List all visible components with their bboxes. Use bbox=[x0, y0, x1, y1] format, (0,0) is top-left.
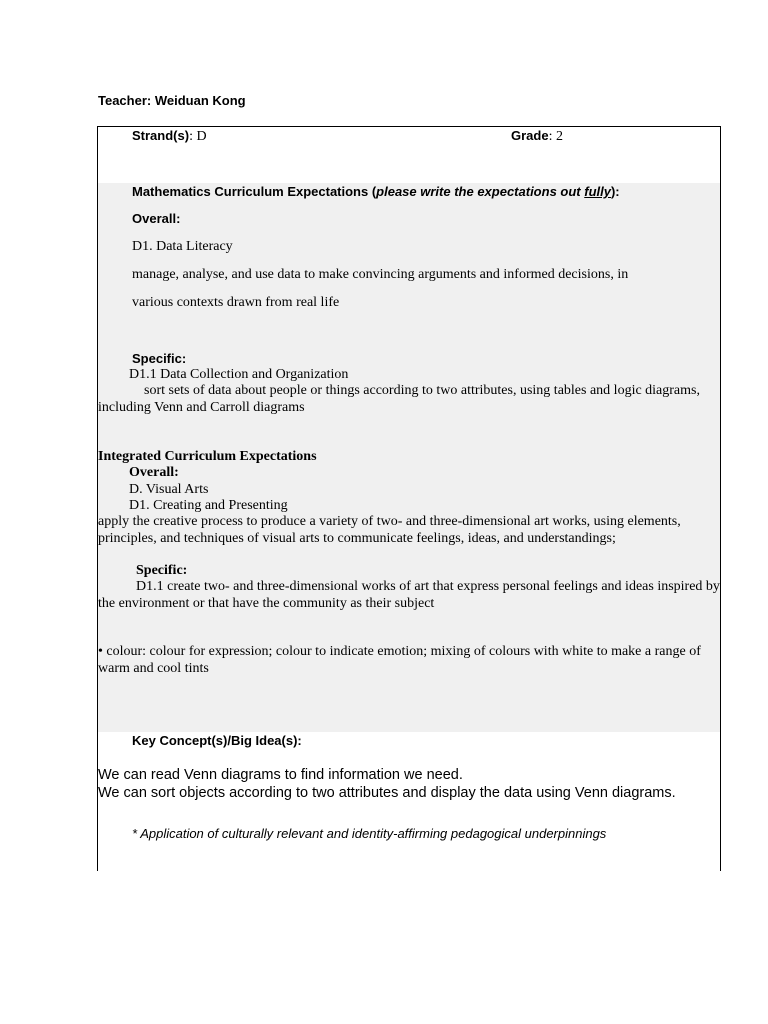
teacher-label: Teacher: bbox=[98, 93, 152, 108]
math-specific-line1: sort sets of data about people or things according to two attributes, using tables and logic diagrams, bbox=[144, 383, 700, 398]
strand-field bbox=[132, 128, 207, 145]
math-overall-code: D1. Data Literacy bbox=[132, 239, 233, 254]
strand-grade-row bbox=[98, 127, 720, 184]
strand-value: : D bbox=[189, 129, 207, 144]
math-expectations-heading bbox=[132, 184, 620, 199]
math-heading-italic: please write the expectations out bbox=[376, 184, 585, 199]
math-specific-code: D1.1 Data Collection and Organization bbox=[129, 367, 349, 382]
math-heading-underlined: fully bbox=[584, 184, 611, 199]
grade-field bbox=[511, 128, 563, 145]
math-overall-line2: various contexts drawn from real life bbox=[132, 295, 340, 310]
math-overall-line1: manage, analyse, and use data to make convincing arguments and informed decisions, in bbox=[132, 267, 629, 282]
math-heading-suffix: ): bbox=[610, 184, 620, 199]
math-overall-label: Overall: bbox=[132, 211, 181, 226]
integrated-heading: Integrated Curriculum Expectations bbox=[98, 449, 317, 464]
integrated-overall-line1: apply the creative process to produce a variety of two- and three-dimensional art works, using elements, bbox=[98, 514, 681, 529]
integrated-specific-label: Specific: bbox=[136, 563, 188, 578]
expectations-section bbox=[98, 183, 720, 733]
integrated-specific-line2: the environment or that have the community as their subject bbox=[98, 596, 435, 611]
key-concept-line2: We can sort objects according to two attributes and display the data using Venn diagrams. bbox=[98, 785, 676, 801]
integrated-overall-code: D1. Creating and Presenting bbox=[129, 498, 288, 513]
strand-label: Strand(s) bbox=[132, 128, 190, 143]
math-specific-line2: including Venn and Carroll diagrams bbox=[98, 400, 305, 415]
grade-value: : 2 bbox=[548, 129, 563, 144]
teacher-line bbox=[98, 93, 246, 108]
integrated-bullet-line1: • colour: colour for expression; colour to indicate emotion; mixing of colours with white to make a range of bbox=[98, 644, 701, 659]
integrated-overall-label: Overall: bbox=[129, 465, 179, 480]
key-concepts-heading: Key Concept(s)/Big Idea(s): bbox=[132, 733, 302, 748]
integrated-bullet-line2: warm and cool tints bbox=[98, 661, 209, 676]
integrated-overall-area: D. Visual Arts bbox=[129, 482, 209, 497]
integrated-specific-line1: D1.1 create two- and three-dimensional works of art that express personal feelings and ideas inspired by bbox=[136, 579, 720, 594]
teacher-name: Weiduan Kong bbox=[154, 93, 246, 108]
math-heading-prefix: Mathematics Curriculum Expectations ( bbox=[132, 184, 377, 199]
key-concept-line1: We can read Venn diagrams to find information we need. bbox=[98, 767, 463, 783]
grade-label: Grade bbox=[511, 128, 549, 143]
math-specific-label: Specific: bbox=[132, 351, 187, 366]
key-concepts-section bbox=[98, 732, 720, 871]
key-concepts-note: * Application of culturally relevant and identity-affirming pedagogical underpinnings bbox=[132, 826, 607, 841]
integrated-overall-line2: principles, and techniques of visual arts to communicate feelings, ideas, and understandings; bbox=[98, 531, 616, 546]
lesson-plan-table bbox=[97, 126, 721, 871]
